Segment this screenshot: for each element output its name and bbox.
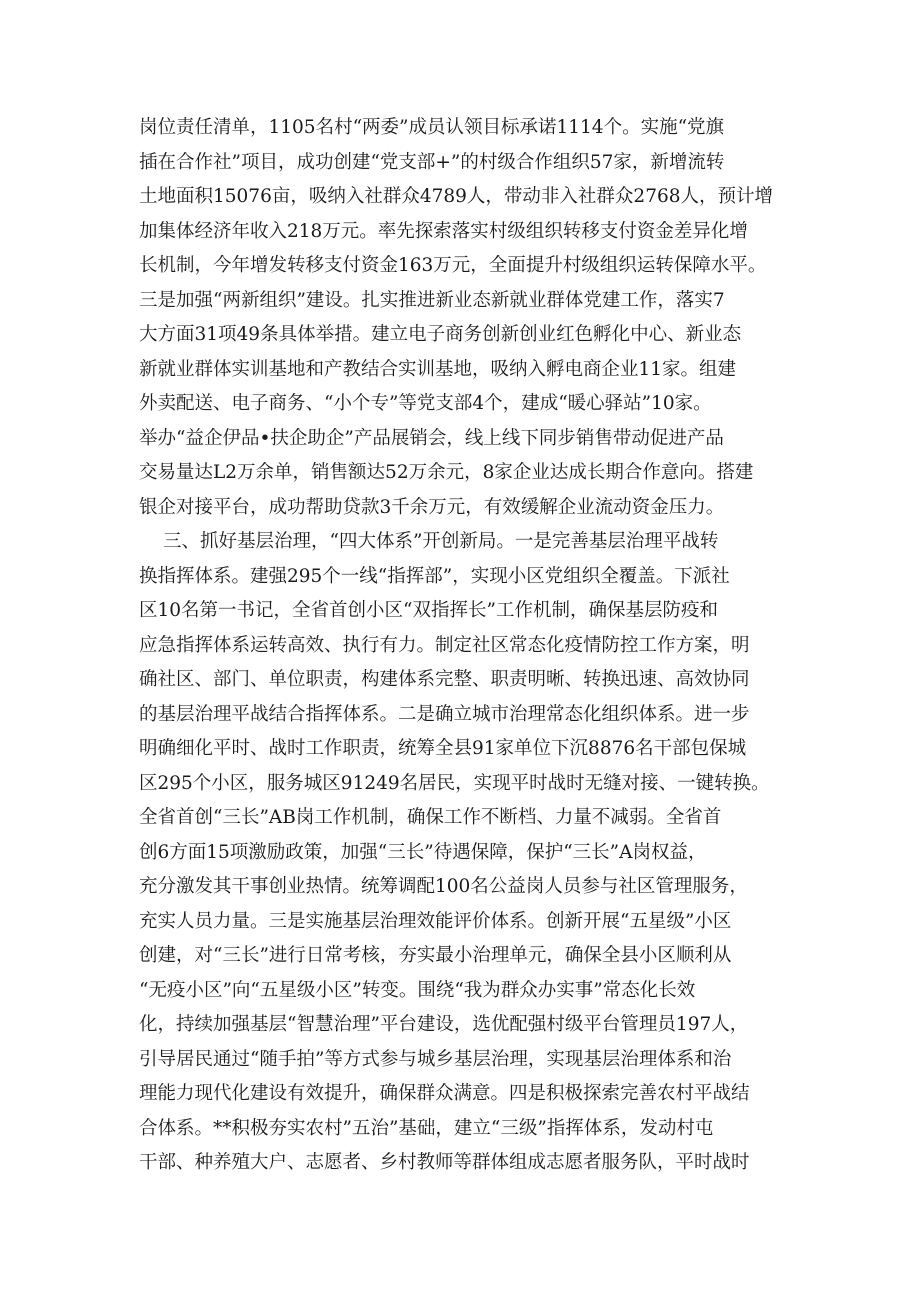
text-line-24: 充实人员力量。三是实施基层治理效能评价体系。创新开展“五星级”小区 bbox=[139, 910, 732, 932]
text-line-2: 插在合作社”项目，成功创建“党支部+”的村级合作组织57家，新增流转 bbox=[139, 151, 725, 173]
text-line-18: 的基层治理平战结合指挥体系。二是确立城市治理常态化组织体系。进一步 bbox=[139, 703, 750, 725]
text-line-20: 区295个小区，服务城区91249名居民，实现平时战时无缝对接、一键转换。 bbox=[139, 772, 770, 794]
text-line-8: 新就业群体实训基地和产教结合实训基地，吸纳入孵电商企业11家。组建 bbox=[139, 358, 737, 380]
text-line-6: 三是加强“两新组织”建设。扎实推进新业态新就业群体党建工作，落实7 bbox=[139, 289, 725, 311]
text-line-12: 银企对接平台，成功帮助贷款3千余万元，有效缓解企业流动资金压力。 bbox=[139, 496, 725, 518]
text-line-25: 创建，对“三长”进行日常考核，夯实最小治理单元，确保全县小区顺利从 bbox=[139, 945, 732, 966]
text-line-7: 大方面31项49条具体举措。建立电子商务创新创业红色孵化中心、新业态 bbox=[139, 324, 742, 345]
text-line-11: 交易量达L2万余单，销售额达52万余元，8家企业达成长期合作意向。搭建 bbox=[139, 462, 754, 483]
text-line-3: 土地面积15076亩，吸纳入社群众4789人，带动非入社群众2768人，预计增 bbox=[139, 186, 774, 207]
text-line-30: 合体系。**积极夯实农村”五治”基础，建立“三级”指挥体系，发动村屯 bbox=[139, 1117, 714, 1139]
text-line-28: 引导居民通过“随手拍”等方式参与城乡基层治理，实现基层治理体系和治 bbox=[139, 1048, 732, 1070]
text-line-21: 全省首创“三长”AB岗工作机制，确保工作不断档、力量不减弱。全省首 bbox=[139, 807, 722, 828]
text-line-22: 创6方面15项激励政策，加强“三长”待遇保障，保护“三长”A岗权益， bbox=[139, 841, 707, 863]
text-line-4: 加集体经济年收入218万元。率先探索落实村级组织转移支付资金差异化增 bbox=[139, 220, 748, 242]
text-line-16: 应急指挥体系运转高效、执行有力。制定社区常态化疫情防控工作方案，明 bbox=[139, 634, 750, 656]
text-line-15: 区10名第一书记，全省首创小区“双指挥长”工作机制，确保基层防疫和 bbox=[139, 600, 718, 621]
text-line-23: 充分激发其干事创业热情。统筹调配100名公益岗人员参与社区管理服务， bbox=[139, 876, 748, 897]
text-line-10: 举办“益企伊品•扶企助企”产品展销会，线上线下同步销售带动促进产品 bbox=[139, 427, 724, 449]
text-line-27: 化，持续加强基层“智慧治理”平台建设，选优配强村级平台管理员197人， bbox=[139, 1014, 749, 1035]
text-line-17: 确社区、部门、单位职责，构建体系完整、职责明晰、转换迅速、高效协同 bbox=[139, 669, 750, 690]
text-line-13: 三、抓好基层治理，“四大体系”开创新局。一是完善基层治理平战转 bbox=[163, 531, 719, 552]
text-line-26: “无疫小区”向“五星级小区”转变。围绕“我为群众办实事”常态化长效 bbox=[139, 979, 696, 1001]
document-body bbox=[139, 111, 790, 1181]
text-line-19: 明确细化平时、战时工作职责，统筹全县91家单位下沉8876名干部包保城 bbox=[139, 738, 747, 759]
text-line-1: 岗位责任清单，1105名村“两委”成员认领目标承诺1114个。实施“党旗 bbox=[139, 117, 725, 138]
text-line-31: 干部、种养殖大户、志愿者、乡村教师等群体组成志愿者服务队，平时战时 bbox=[139, 1152, 750, 1173]
text-line-29: 理能力现代化建设有效提升，确保群众满意。四是积极探索完善农村平战结 bbox=[139, 1083, 750, 1104]
text-line-5: 长机制，今年增发转移支付资金163万元，全面提升村级组织运转保障水平。 bbox=[139, 255, 767, 276]
text-line-9: 外卖配送、电子商务、“小个专”等党支部4个，建成“暖心驿站”10家。 bbox=[139, 393, 712, 414]
text-line-14: 换指挥体系。建强295个一线“指挥部”，实现小区党组织全覆盖。下派社 bbox=[139, 565, 730, 587]
